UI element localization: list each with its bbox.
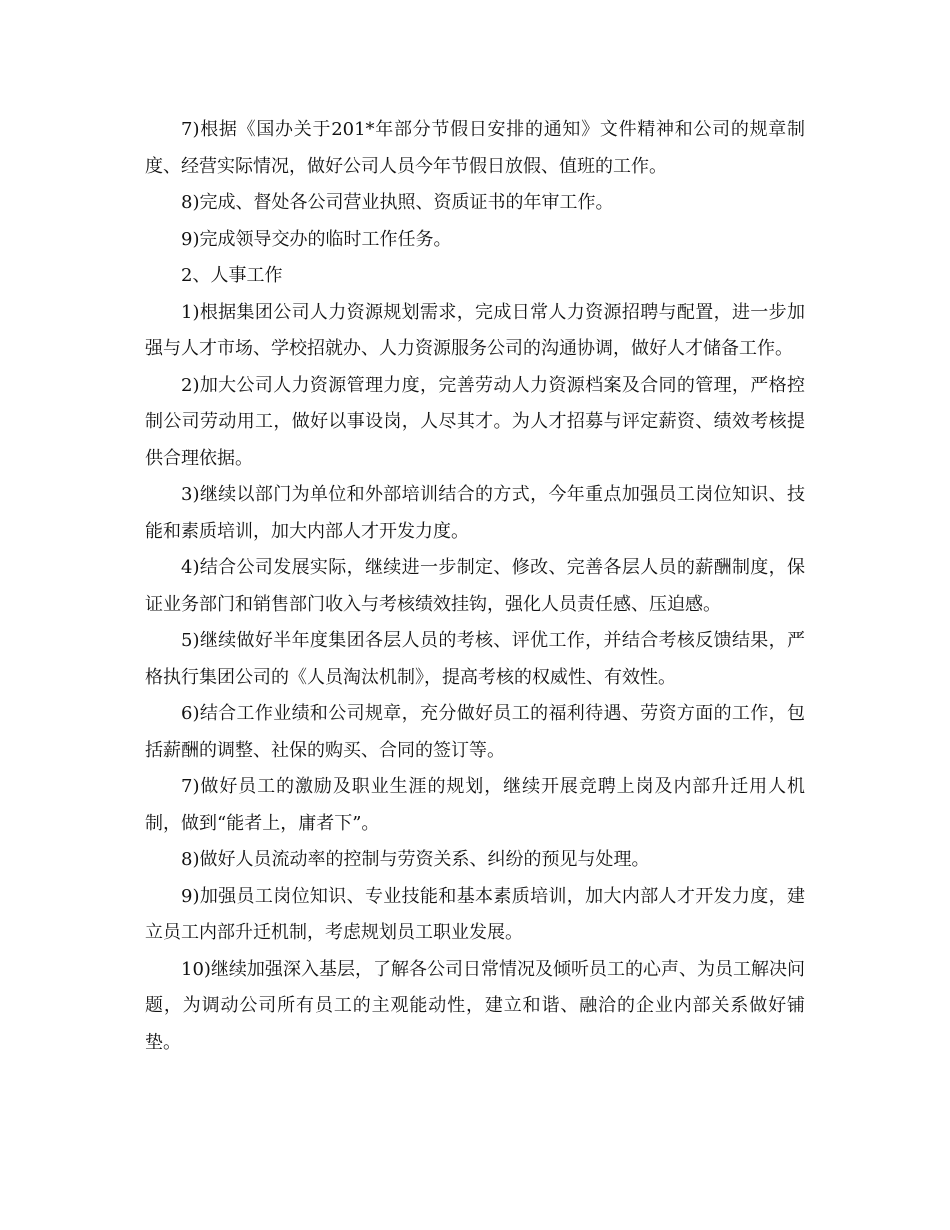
paragraph-hr-item-8: 8)做好人员流动率的控制与劳资关系、纠纷的预见与处理。 — [181, 849, 650, 870]
document-body — [145, 112, 805, 1061]
paragraph-hr-item-4: 4)结合公司发展实际，继续进一步制定、修改、完善各层人员的薪酬制度，保证业务部门和销售部门收入与考核绩效挂钩，强化人员责任感、压迫感。 — [145, 557, 805, 615]
paragraph-hr-item-5: 5)继续做好半年度集团各层人员的考核、评优工作，并结合考核反馈结果，严格执行集团公司的《人员淘汰机制》，提高考核的权威性、有效性。 — [145, 630, 805, 688]
paragraph-hr-item-10: 10)继续加强深入基层，了解各公司日常情况及倾听员工的心声、为员工解决问题，为调动公司所有员工的主观能动性，建立和谐、融洽的企业内部关系做好铺垫。 — [145, 958, 805, 1053]
paragraph-item-7-holiday-arrangement: 7)根据《国办关于201*年部分节假日安排的通知》文件精神和公司的规章制度、经营实际情况，做好公司人员今年节假日放假、值班的工作。 — [145, 119, 805, 177]
paragraph-hr-item-3: 3)继续以部门为单位和外部培训结合的方式，今年重点加强员工岗位知识、技能和素质培训，加大内部人才开发力度。 — [145, 484, 805, 542]
section-heading-personnel-work: 2、人事工作 — [181, 265, 283, 286]
paragraph-hr-item-2: 2)加大公司人力资源管理力度，完善劳动人力资源档案及合同的管理，严格控制公司劳动用工，做好以事设岗，人尽其才。为人才招募与评定薪资、绩效考核提供合理依据。 — [145, 374, 805, 469]
paragraph-hr-item-6: 6)结合工作业绩和公司规章，充分做好员工的福利待遇、劳资方面的工作，包括薪酬的调整、社保的购买、合同的签订等。 — [145, 703, 805, 761]
paragraph-hr-item-9: 9)加强员工岗位知识、专业技能和基本素质培训，加大内部人才开发力度，建立员工内部升迁机制，考虑规划员工职业发展。 — [145, 885, 805, 943]
paragraph-item-9-temporary-tasks: 9)完成领导交办的临时工作任务。 — [181, 228, 452, 250]
paragraph-hr-item-7: 7)做好员工的激励及职业生涯的规划，继续开展竞聘上岗及内部升迁用人机制，做到“能者上，庸者下”。 — [145, 776, 805, 834]
paragraph-item-8-annual-review: 8)完成、督处各公司营业执照、资质证书的年审工作。 — [181, 192, 614, 213]
paragraph-hr-item-1: 1)根据集团公司人力资源规划需求，完成日常人力资源招聘与配置，进一步加强与人才市场、学校招就办、人力资源服务公司的沟通协调，做好人才储备工作。 — [145, 301, 805, 359]
